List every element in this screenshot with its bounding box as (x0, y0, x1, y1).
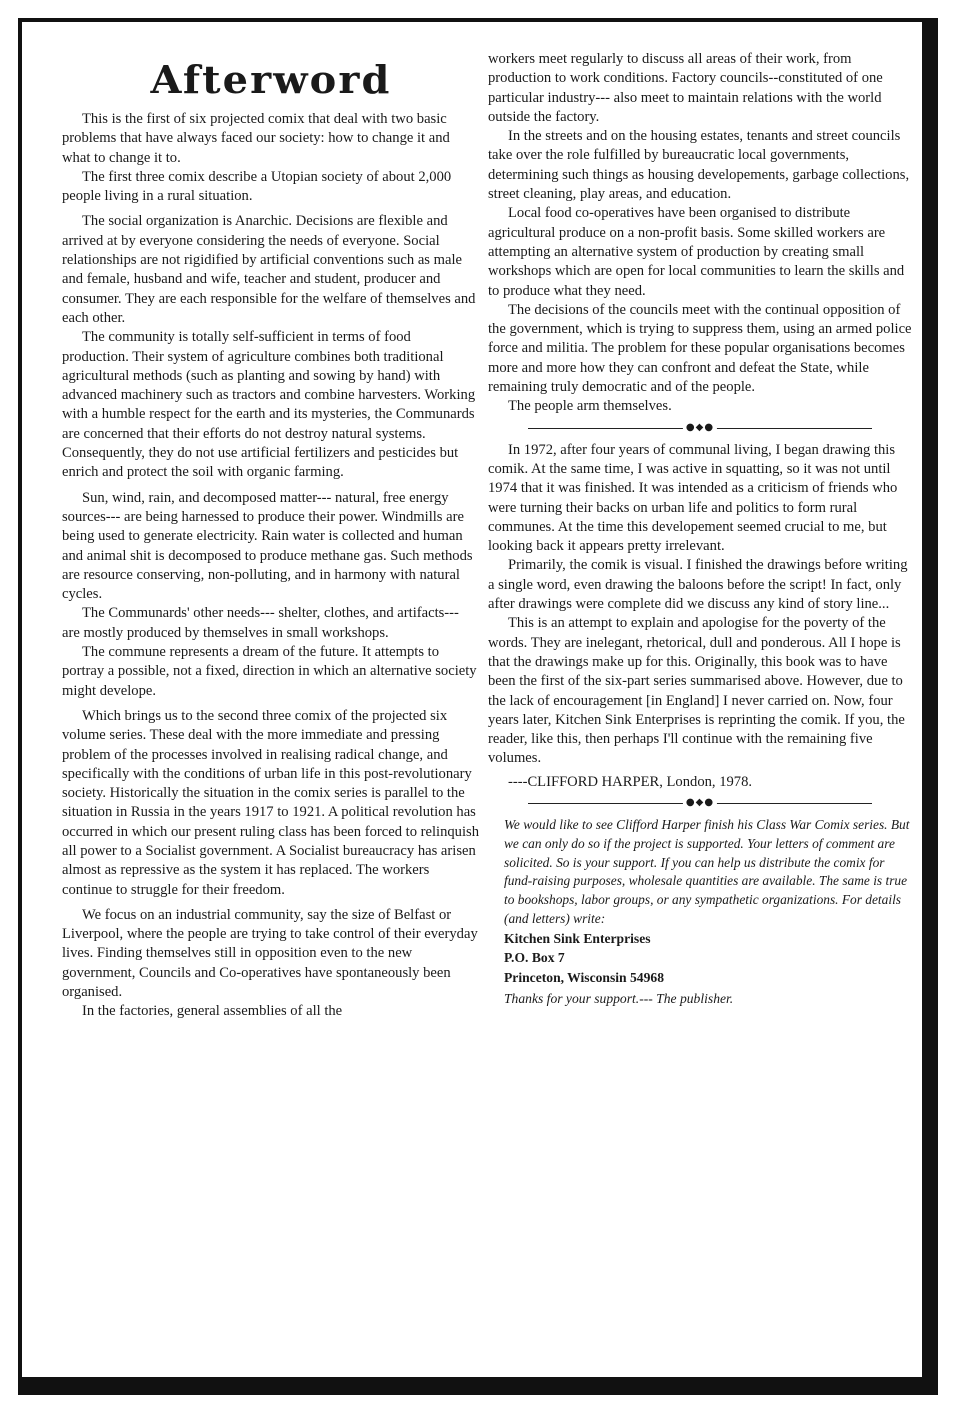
paragraph: The commune represents a dream of the future. It attempts to portray a possible, not a fixed, direction in which an alternative society might develope. (62, 644, 477, 699)
section-divider (488, 421, 912, 435)
address-line: Princeton, Wisconsin 54968 (504, 969, 664, 985)
publisher-address (488, 929, 912, 988)
page-title: Afterword (150, 57, 392, 102)
paragraph: The Communards' other needs--- shelter, clothes, and artifacts--- are mostly produced by themselves in small workshops. (62, 605, 459, 641)
paragraph: In the factories, general assemblies of all the (82, 1003, 343, 1020)
paragraph: This is the first of six projected comix that deal with two basic problems that have always faced our society: how to change it and what to change it to. (62, 111, 450, 166)
section-divider (488, 796, 912, 810)
address-line: P.O. Box 7 (504, 950, 565, 966)
paragraph: workers meet regularly to discuss all areas of their work, from production to work conditions. Factory councils--constituted of one particular industry--- also meet to maintain relations with the world outside the factory. (488, 51, 883, 125)
paragraph: The community is totally self-sufficient in terms of food production. Their system of agriculture combines both traditional agricultural methods (such as planting and sowing by hand) with advanced machinery such as tractors and combine harvesters. Working with a humble respect for the earth and its mysteries, the Communards are concerned that their efforts do not destroy natural systems. Consequently, they do not use artificial fertilizers and pesticides but enrich and protect the soil with organic farming. (62, 329, 476, 481)
paragraph: The social organization is Anarchic. Decisions are flexible and arrived at by everyone considering the needs of everyone. Social relationships are not rigidified by artificial conventions such as male and female, husband and wife, teacher and student, producer and consumer. They are each responsible for the welfare of themselves and each other. (62, 213, 476, 326)
paragraph: The first three comix describe a Utopian society of about 2,000 people living in a rural situation. (62, 168, 452, 205)
publisher-note-text: We would like to see Clifford Harper finish his Class War Comix series. But we can only do so if the project is supported. Your letters of comment are solicited. So is your support. If you can help us distribute the comix for fund-raising purposes, wholesale quantities are available. The same is true to bookshops, labor groups, or any sympathetic organizations. For details (and letters) write: (504, 816, 910, 926)
page-frame (18, 18, 938, 1395)
divider-ornament-icon: ●◆● (683, 422, 717, 434)
paragraph: The people arm themselves. (508, 398, 672, 415)
paragraph: In the streets and on the housing estates, tenants and street councils take over the role fulfilled by bureaucratic local governments, determining such things as housing developements, garbage collections, street cleaning, play areas, and education. (488, 128, 910, 203)
paragraph: Local food co-operatives have been organised to distribute agricultural produce on a non-profit basis. Some skilled workers are attempting an alternative system of production by creating small workshops which are open for local communities to learn the skills and to produce what they need. (488, 205, 905, 299)
divider-ornament-icon: ●◆● (683, 797, 717, 809)
publisher-thanks (488, 989, 912, 1008)
paragraph: The decisions of the councils meet with the continual opposition of the government, which is trying to suppress them, using an armed police force and militia. The problem for these popular organisations becomes more and more how they can confront and defeat the State, while remaining truly democratic and of the people. (488, 301, 912, 396)
paragraph: Primarily, the comik is visual. I finished the drawings before writing a single word, even drawing the baloons before the script! In fact, only after drawings were complete did we discuss any kind of story line... (488, 557, 908, 613)
paragraph: This is an attempt to explain and apologise for the poverty of the words. They are inelegant, rhetorical, dull and ponderous. All I hope is that the drawings make up for this. Originally, this book was to have been the first of the six-part series summarised above. However, due to the lack of encouragement [in England] I never carried on. Now, four years later, Kitchen Sink Enterprises is reprinting the comik. If you, the reader, like this, then perhaps I'll continue with the remaining five volumes. (488, 615, 905, 767)
paragraph: We focus on an industrial community, say the size of Belfast or Liverpool, where the people are trying to take control of their everyday lives. Finding themselves still in opposition even to the new government, Councils and Co-operatives have spontaneously been organised. (62, 906, 478, 1001)
paragraph: Which brings us to the second three comix of the projected six volume series. These deal with the more immediate and pressing problem of the processes involved in realising radical change, and specifically with the conditions of urban life in this post-revolutionary society. Historically the situation in the comix series is parallel to the situation in Russia in the years 1917 to 1921. A political revolution has occurred in which our present ruling class has been forced to relinquish all power to a Socialist government. A Socialist bureaucracy has arisen almost as repressive as the system it has replaced. The workers continue to struggle for their freedom. (62, 707, 480, 898)
paragraph: In 1972, after four years of communal living, I began drawing this comik. At the same time, I was active in squatting, so it was not until 1974 that it was finished. It was intended as a criticism of friends who were turning their backs on urban life and politics to form rural communes. At the time this developement seemed crucial to me, but looking back it appears pretty irrelevant. (488, 441, 898, 555)
thanks-text: Thanks for your support.--- The publisher. (504, 991, 734, 1007)
paragraph: Sun, wind, rain, and decomposed matter--- natural, free energy sources--- are being harnessed to produce their power. Windmills are being used to generate electricity. Rain water is collected and human and animal shit is decomposed to produce methane gas. Such methods are resource conserving, non-polluting, and in harmony with natural cycles. (62, 489, 473, 603)
address-line: Kitchen Sink Enterprises (504, 930, 651, 946)
left-column (62, 56, 480, 1022)
right-column (488, 50, 912, 1008)
signature: ----CLIFFORD HARPER, London, 1978. (508, 773, 753, 790)
publisher-note (488, 816, 912, 929)
